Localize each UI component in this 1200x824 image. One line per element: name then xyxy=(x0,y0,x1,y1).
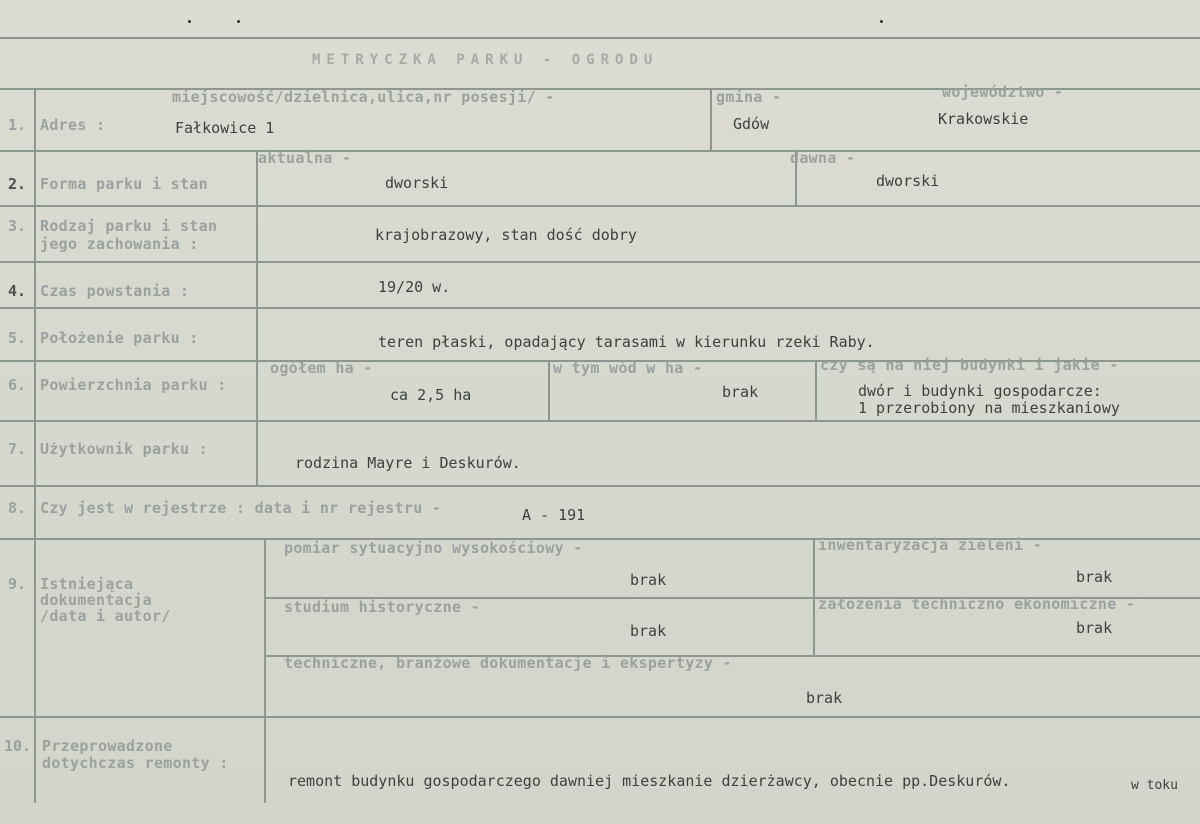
voivodeship-sublabel: województwo - xyxy=(942,83,1064,101)
rule xyxy=(0,205,1200,207)
row-label: Czy jest w rejestrze : data i nr rejestru - xyxy=(40,499,442,517)
buildings-value: 1 przerobiony na mieszkaniowy xyxy=(858,399,1120,417)
renovations-note: w toku xyxy=(1131,778,1178,793)
row-label: Położenie parku : xyxy=(40,329,199,347)
row-label: Czas powstania : xyxy=(40,282,190,300)
column-rule xyxy=(34,88,36,803)
punch-mark xyxy=(237,20,240,23)
row-number: 3. xyxy=(8,217,27,235)
user-value: rodzina Mayre i Deskurów. xyxy=(295,454,521,472)
current-form-value: dworski xyxy=(385,174,449,192)
row-number: 6. xyxy=(8,376,27,394)
row-label: Istniejąca xyxy=(40,575,134,593)
buildings-sublabel: czy są na niej budynki i jakie - xyxy=(820,356,1119,374)
row-label: Użytkownik parku : xyxy=(40,440,208,458)
total-area-sublabel: ogółem ha - xyxy=(270,359,373,377)
row-number: 8. xyxy=(8,499,27,517)
row-number: 1. xyxy=(8,116,27,134)
rule xyxy=(0,485,1200,487)
rule xyxy=(0,261,1200,263)
row-label: /data i autor/ xyxy=(40,607,171,625)
history-sublabel: studium historyczne - xyxy=(284,598,480,616)
row-label: jego zachowania : xyxy=(40,235,199,253)
technical-value: brak xyxy=(806,689,843,707)
buildings-value: dwór i budynki gospodarcze: xyxy=(858,382,1102,400)
gmina-value: Gdów xyxy=(733,115,770,133)
card-title: METRYCZKA PARKU - OGRODU xyxy=(312,52,659,68)
economic-value: brak xyxy=(1076,619,1113,637)
row-label: Przeprowadzone xyxy=(42,737,173,755)
rule xyxy=(0,716,1200,718)
location-value: teren płaski, opadający tarasami w kierunku rzeki Raby. xyxy=(378,333,875,351)
voivodeship-value: Krakowskie xyxy=(938,110,1029,128)
row-label: dokumentacja xyxy=(40,591,152,609)
water-area-value: brak xyxy=(722,383,759,401)
survey-value: brak xyxy=(630,571,667,589)
column-rule xyxy=(710,88,712,150)
address-value: Fałkowice 1 xyxy=(175,119,275,137)
column-rule xyxy=(256,150,258,485)
water-area-sublabel: w tym wód w ha - xyxy=(553,359,703,377)
row-number: 9. xyxy=(8,575,27,593)
inventory-sublabel: inwentaryzacja zieleni - xyxy=(818,536,1042,554)
inventory-value: brak xyxy=(1076,568,1113,586)
rule xyxy=(0,150,1200,152)
register-value: A - 191 xyxy=(522,506,586,524)
column-rule xyxy=(548,360,550,420)
technical-sublabel: techniczne, branżowe dokumentacje i ekspertyzy - xyxy=(284,654,732,672)
row-number: 5. xyxy=(8,329,27,347)
address-sublabel: miejscowość/dzielnica,ulica,nr posesji/ - xyxy=(172,88,555,106)
renovations-value: remont budynku gospodarczego dawniej mieszkanie dzierżawcy, obecnie pp.Deskurów. xyxy=(288,772,1011,790)
rule xyxy=(0,307,1200,309)
row-label: Rodzaj parku i stan xyxy=(40,217,218,235)
row-label: Forma parku i stan xyxy=(40,175,208,193)
current-form-sublabel: aktualna - xyxy=(258,149,352,167)
punch-mark xyxy=(188,20,191,23)
row-label: Powierzchnia parku : xyxy=(40,376,227,394)
total-area-value: ca 2,5 ha xyxy=(390,386,472,404)
row-number: 2. xyxy=(8,175,27,193)
economic-sublabel: założenia techniczno ekonomiczne - xyxy=(818,595,1136,613)
rule xyxy=(0,37,1200,39)
row-number: 10. xyxy=(4,737,32,755)
column-rule xyxy=(264,538,266,803)
gmina-sublabel: gmina - xyxy=(716,88,782,106)
row-label: Adres : xyxy=(40,116,106,134)
past-form-value: dworski xyxy=(876,172,940,190)
creation-date-value: 19/20 w. xyxy=(378,278,451,296)
row-label: dotychczas remonty : xyxy=(42,754,229,772)
row-number: 4. xyxy=(8,282,27,300)
history-value: brak xyxy=(630,622,667,640)
survey-sublabel: pomiar sytuacyjno wysokościowy - xyxy=(284,539,583,557)
past-form-sublabel: dawna - xyxy=(790,149,856,167)
row-number: 7. xyxy=(8,440,27,458)
rule xyxy=(0,420,1200,422)
punch-mark xyxy=(880,20,883,23)
column-rule xyxy=(813,538,815,655)
park-type-value: krajobrazowy, stan dość dobry xyxy=(375,226,637,244)
column-rule xyxy=(815,360,817,420)
